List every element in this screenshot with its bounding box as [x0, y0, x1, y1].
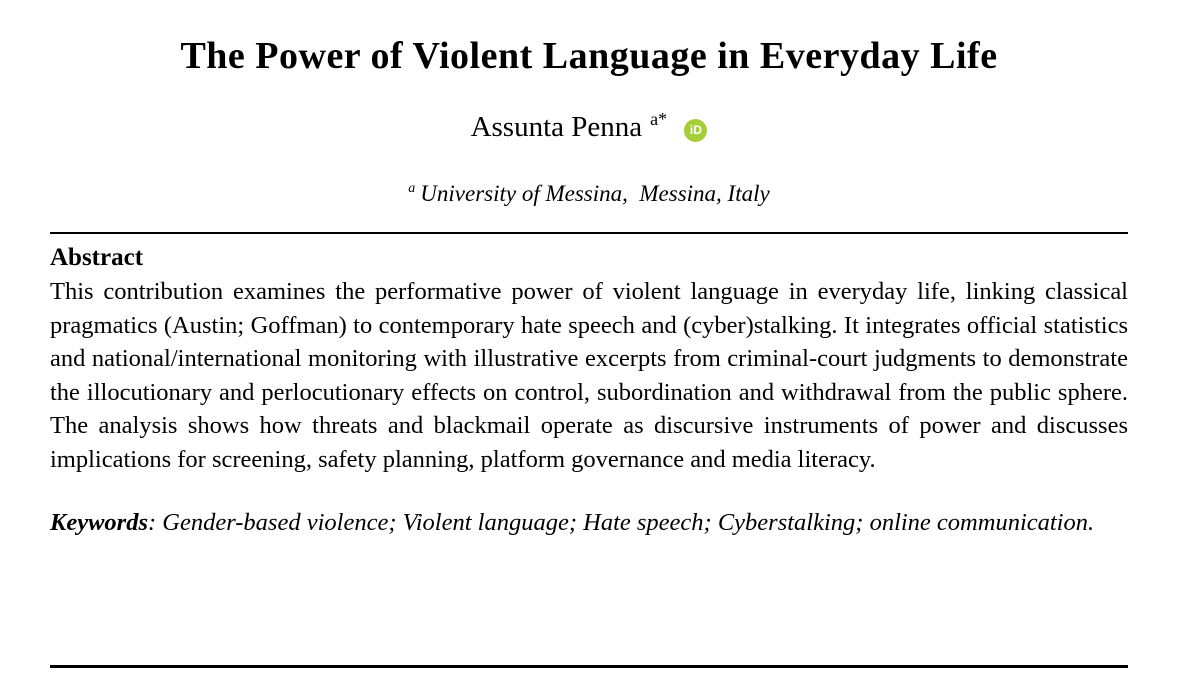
- keywords-label: Keywords: [50, 508, 148, 536]
- keywords-line: [50, 506, 1128, 540]
- divider-bottom: [50, 665, 1128, 668]
- affiliation-line: [0, 181, 1178, 207]
- keywords-text: : Gender-based violence; Violent language; Hate speech; Cyberstalking; online communication.: [148, 508, 1095, 536]
- author-name: Assunta Penna: [470, 111, 643, 143]
- affiliation-text: University of Messina, Messina, Italy: [420, 181, 770, 206]
- author-line: [0, 111, 1178, 144]
- affiliation-marker: a: [408, 181, 416, 197]
- divider-top: [50, 232, 1128, 234]
- author-affiliation-marker: a*: [650, 109, 668, 130]
- orcid-icon[interactable]: iD: [684, 119, 707, 142]
- abstract-body: This contribution examines the performative power of violent language in everyday life, linking classical pragmatics (Austin; Goffman) to contemporary hate speech and (cyber)stalking. It integrates official statistics and national/international monitoring with illustrative excerpts from criminal-court judgments to demonstrate the illocutionary and perlocutionary effects on control, subordination and withdrawal from the public sphere. The analysis shows how threats and blackmail operate as discursive instruments of power and discusses implications for screening, safety planning, platform governance and media literacy.: [50, 278, 1128, 473]
- paper-title: The Power of Violent Language in Everyday Life: [180, 35, 998, 77]
- abstract-heading: Abstract: [50, 244, 144, 271]
